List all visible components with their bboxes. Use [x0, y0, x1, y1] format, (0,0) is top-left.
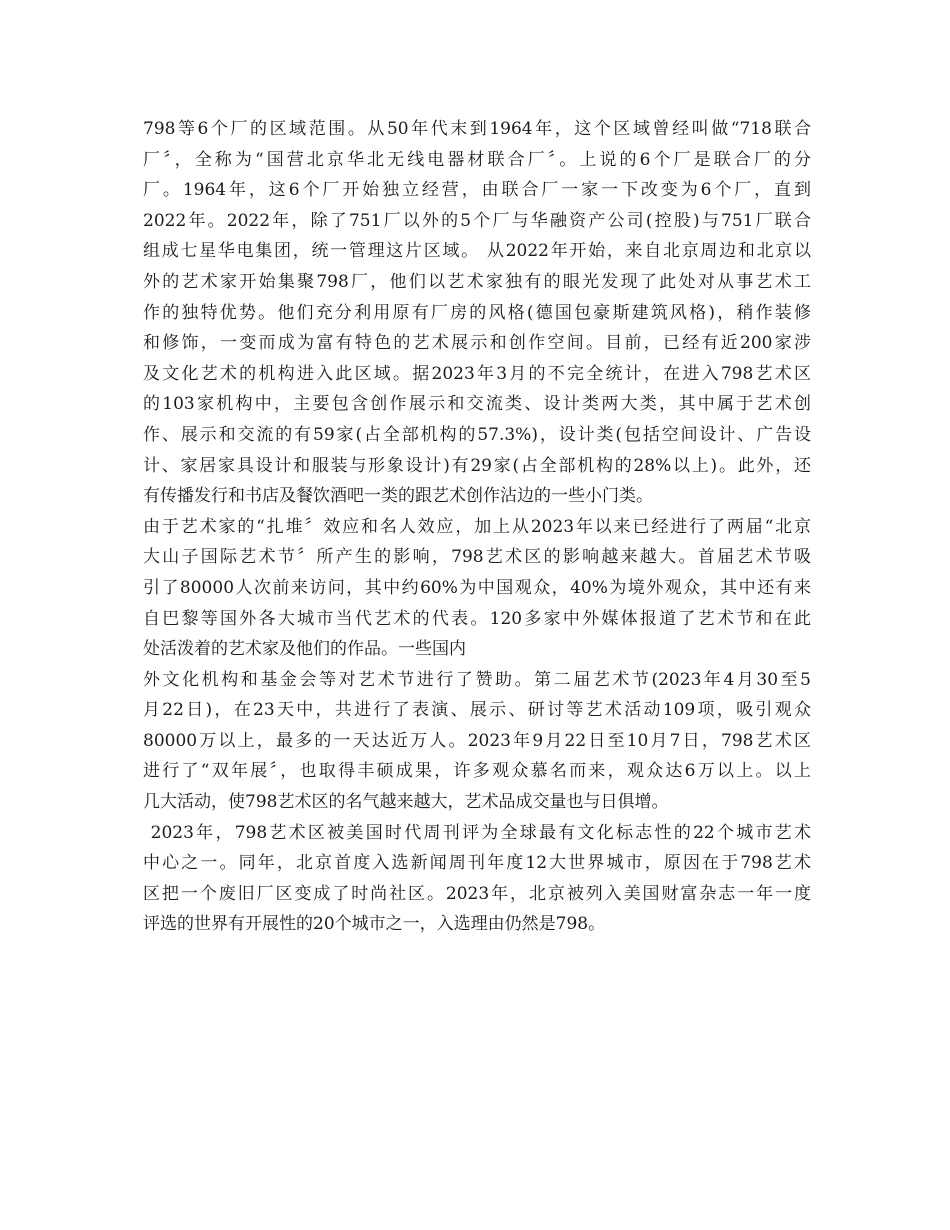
text-line: 评选的世界有开展性的20个城市之一，入选理由仍然是798。	[143, 914, 606, 935]
text-line: 外文化机构和基金会等对艺术节进行了赞助。第二届艺术节(2023年4月30至5	[143, 669, 811, 690]
text-line: 中心之一。同年，北京首度入选新闻周刊年度12大世界城市，原因在于798艺术	[143, 853, 811, 874]
text-line: 外的艺术家开始集聚798厂，他们以艺术家独有的眼光发现了此处对从事艺术工	[143, 271, 811, 292]
text-line: 组成七星华电集团，统一管理这片区域。 从2022年开始，来自北京周边和北京以	[143, 241, 811, 262]
document-page	[143, 114, 811, 940]
text-line: 由于艺术家的“扎堆〞效应和名人效应，加上从2023年以来已经进行了两届“北京	[143, 516, 811, 537]
text-line: 几大活动，使798艺术区的名气越来越大，艺术品成交量也与日俱增。	[143, 792, 669, 813]
text-line: 及文化艺术的机构进入此区域。据2023年3月的不完全统计，在进入798艺术区	[143, 363, 811, 384]
text-line: 厂。1964年，这6个厂开始独立经营，由联合厂一家一下改变为6个厂，直到	[143, 180, 811, 201]
document-body	[143, 114, 811, 940]
text-line: 引了80000人次前来访问，其中约60%为中国观众，40%为境外观众，其中还有来	[143, 577, 811, 598]
text-line: 798等6个厂的区域范围。从50年代末到1964年，这个区域曾经叫做“718联合	[143, 119, 811, 139]
text-line: 2022年。2022年，除了751厂以外的5个厂与华融资产公司(控股)与751厂联合	[143, 210, 811, 231]
text-line: 作的独特优势。他们充分利用原有厂房的风格(德国包豪斯建筑风格)，稍作装修	[143, 302, 811, 323]
text-line: 月22日)，在23天中，共进行了表演、展示、研讨等艺术活动109项，吸引观众	[143, 700, 811, 721]
text-line: 有传播发行和书店及餐饮酒吧一类的跟艺术创作沾边的一些小门类。	[143, 486, 653, 507]
text-line: 的103家机构中，主要包含创作展示和交流类、设计类两大类，其中属于艺术创	[143, 394, 811, 415]
text-line: 进行了“双年展〞，也取得丰硕成果，许多观众慕名而来，观众达6万以上。以上	[143, 761, 811, 782]
text-line: 和修饰，一变而成为富有特色的艺术展示和创作空间。目前，已经有近200家涉	[143, 333, 811, 354]
text-line: 厂〞，全称为“国营北京华北无线电器材联合厂〞。上说的6个厂是联合厂的分	[143, 149, 811, 170]
text-line: 自巴黎等国外各大城市当代艺术的代表。120多家中外媒体报道了艺术节和在此	[143, 608, 811, 629]
text-line: 处活泼着的艺术家及他们的作品。一些国内	[143, 639, 466, 660]
text-line: 计、家居家具设计和服装与形象设计)有29家(占全部机构的28%以上)。此外，还	[143, 455, 812, 476]
text-line: 大山子国际艺术节〞所产生的影响，798艺术区的影响越来越大。首届艺术节吸	[143, 547, 811, 568]
text-line: 2023年，798艺术区被美国时代周刊评为全球最有文化标志性的22个城市艺术	[143, 822, 811, 843]
text-line: 区把一个废旧厂区变成了时尚社区。2023年，北京被列入美国财富杂志一年一度	[143, 883, 811, 904]
text-line: 作、展示和交流的有59家(占全部机构的57.3%)，设计类(包括空间设计、广告设	[143, 424, 811, 445]
text-line: 80000万以上，最多的一天达近万人。2023年9月22日至10月7日，798艺术区	[143, 730, 811, 751]
